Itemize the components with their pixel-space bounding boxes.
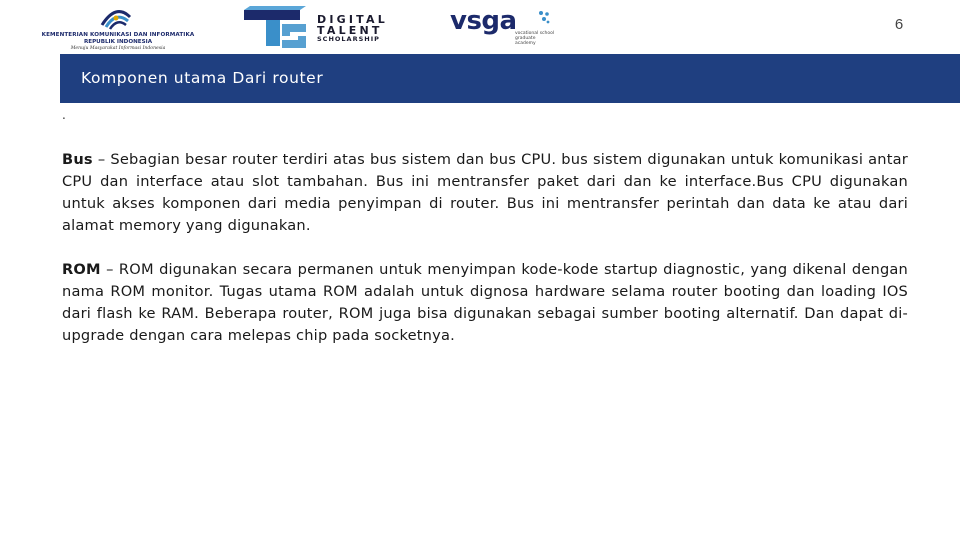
term-rom: ROM [62,261,101,278]
title-band [60,54,960,103]
vsga-logo [450,6,560,52]
term-bus: Bus [62,151,93,168]
digital-talent-logo [240,6,410,50]
slide-title: Komponen utama Dari router [81,69,324,87]
paragraph-bus-text: – Sebagian besar router terdiri atas bus sistem dan bus CPU. bus sistem digunakan untuk komunikasi antar CPU dan interface atau slot tambahan. Bus ini mentransfer paket dari dan ke interface.Bus CPU digunakan untuk akses komponen dari media penyimpan di router. Bus ini mentransfer perintah dan data ke atau dari alamat memory yang digunakan. [62,151,908,234]
vsga-wordmark: vsga [450,6,517,36]
dts-line-1: DIGITAL [317,13,388,26]
dts-cube-icon [240,6,310,50]
paragraph-rom-text: – ROM digunakan secara permanen untuk menyimpan kode-kode startup diagnostic, yang dikenal dengan nama ROM monitor. Tugas utama ROM adalah untuk dignosa hardware selama router booting dan loading IOS dari flash ke RAM. Beberapa router, ROM juga bisa digunakan sebagai sumber booting alternatif. Dan dapat di-upgrade dengan cara melepas chip pada socketnya. [62,261,908,344]
vsga-tagline: vocational school graduate academy [515,31,555,46]
kominfo-tagline: Menuju Masyarakat Informasi Indonesia [70,46,166,51]
page-number: 6 [894,16,904,33]
dts-line-3: SCHOLARSHIP [317,35,380,43]
paragraph-bus [62,149,908,237]
kominfo-line-1: KEMENTERIAN KOMUNIKASI DAN INFORMATIKA [41,32,195,38]
kominfo-emblem-icon [96,5,136,31]
logo-bar [0,0,960,54]
kominfo-line-2: REPUBLIK INDONESIA [83,39,153,45]
bullet-marker: . [62,108,66,122]
slide-content [62,149,908,347]
vsga-spark-icon [538,10,550,24]
paragraph-rom [62,259,908,347]
dts-line-2: TALENT [317,24,383,37]
kominfo-logo [38,5,198,51]
